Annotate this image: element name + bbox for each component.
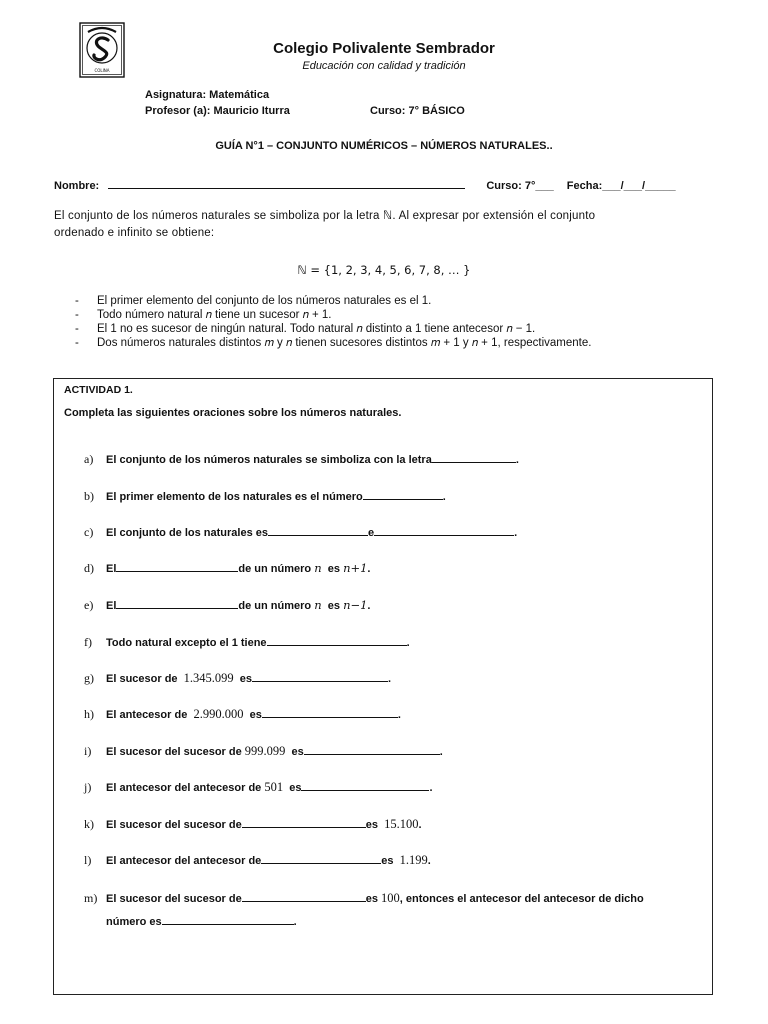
answer-blank[interactable] <box>252 671 388 682</box>
question-j: j) El antecesor del antecesor de 501 es . <box>84 780 433 794</box>
teacher-label: Profesor (a): Mauricio Iturra <box>145 105 290 117</box>
answer-blank[interactable] <box>116 561 238 572</box>
answer-blank[interactable] <box>162 914 294 925</box>
guide-title: GUÍA N°1 – CONJUNTO NUMÉRICOS – NÚMEROS NATURALES.. <box>215 140 553 152</box>
school-slogan: Educación con calidad y tradición <box>302 60 466 72</box>
answer-blank[interactable] <box>267 635 407 646</box>
answer-blank[interactable] <box>242 891 366 902</box>
answer-blank[interactable] <box>116 598 238 609</box>
question-m-line-2: número es . <box>106 916 297 928</box>
list-item: - El 1 no es sucesor de ningún natural. Todo natural 𝑛 distinto a 1 tiene antecesor 𝑛 − 1. <box>75 323 536 335</box>
question-a: a) El conjunto de los números naturales se simboliza con la letra . <box>84 452 519 466</box>
activity-title: ACTIVIDAD 1. <box>64 384 133 396</box>
list-item: - El primer elemento del conjunto de los números naturales es el 1. <box>75 295 432 307</box>
natural-set-formula: ℕ = {1, 2, 3, 4, 5, 6, 7, 8, … } <box>297 263 471 277</box>
answer-blank[interactable] <box>242 817 366 828</box>
question-f: f) Todo natural excepto el 1 tiene . <box>84 635 410 649</box>
list-item: - Dos números naturales distintos 𝑚 y 𝑛 tienen sucesores distintos 𝑚 + 1 y 𝑛 + 1, respectivamente. <box>75 337 592 349</box>
course-label: Curso: 7° BÁSICO <box>370 105 465 117</box>
intro-line-2: ordenado e infinito se obtiene: <box>54 227 215 239</box>
list-item: - Todo número natural 𝑛 tiene un sucesor 𝑛 + 1. <box>75 309 332 321</box>
activity-box <box>53 378 713 995</box>
activity-instruction: Completa las siguientes oraciones sobre los números naturales. <box>64 407 402 419</box>
course-field[interactable]: Curso: 7°___ <box>486 180 554 192</box>
answer-blank[interactable] <box>261 853 381 864</box>
question-b: b) El primer elemento de los naturales es el número . <box>84 489 446 503</box>
name-label: Nombre: <box>54 180 100 192</box>
intro-line-1: El conjunto de los números naturales se simboliza por la letra ℕ. Al expresar por extensión el conjunto <box>54 210 596 222</box>
question-d: d) El de un número n es n+1. <box>84 561 371 575</box>
answer-blank[interactable] <box>304 744 440 755</box>
question-h: h) El antecesor de 2.990.000 es . <box>84 707 401 721</box>
question-i: i) El sucesor del sucesor de 999.099 es . <box>84 744 443 758</box>
answer-blank[interactable] <box>268 525 368 536</box>
answer-blank[interactable] <box>301 780 429 791</box>
date-field[interactable]: Fecha:___/___/_____ <box>566 180 676 192</box>
answer-blank[interactable] <box>432 452 516 463</box>
properties-list <box>75 294 591 350</box>
logo-city: COLINA <box>94 68 110 73</box>
question-l: l) El antecesor del antecesor de es 1.199. <box>84 853 431 867</box>
answer-blank[interactable] <box>262 707 398 718</box>
subject-label: Asignatura: Matemática <box>145 89 270 101</box>
name-line <box>54 178 676 192</box>
question-k: k) El sucesor del sucesor de es 15.100. <box>84 817 422 831</box>
intro-paragraph <box>54 208 714 242</box>
school-name: Colegio Polivalente Sembrador <box>273 40 495 57</box>
question-m: m) El sucesor del sucesor de es 100, entonces el antecesor del antecesor de dicho <box>84 891 644 905</box>
question-g: g) El sucesor de 1.345.099 es . <box>84 671 392 685</box>
answer-blank[interactable] <box>374 525 514 536</box>
question-c: c) El conjunto de los naturales es e . <box>84 525 518 539</box>
question-e: e) El de un número n es n−1. <box>84 598 371 612</box>
name-field[interactable] <box>108 178 465 189</box>
answer-blank[interactable] <box>363 489 443 500</box>
